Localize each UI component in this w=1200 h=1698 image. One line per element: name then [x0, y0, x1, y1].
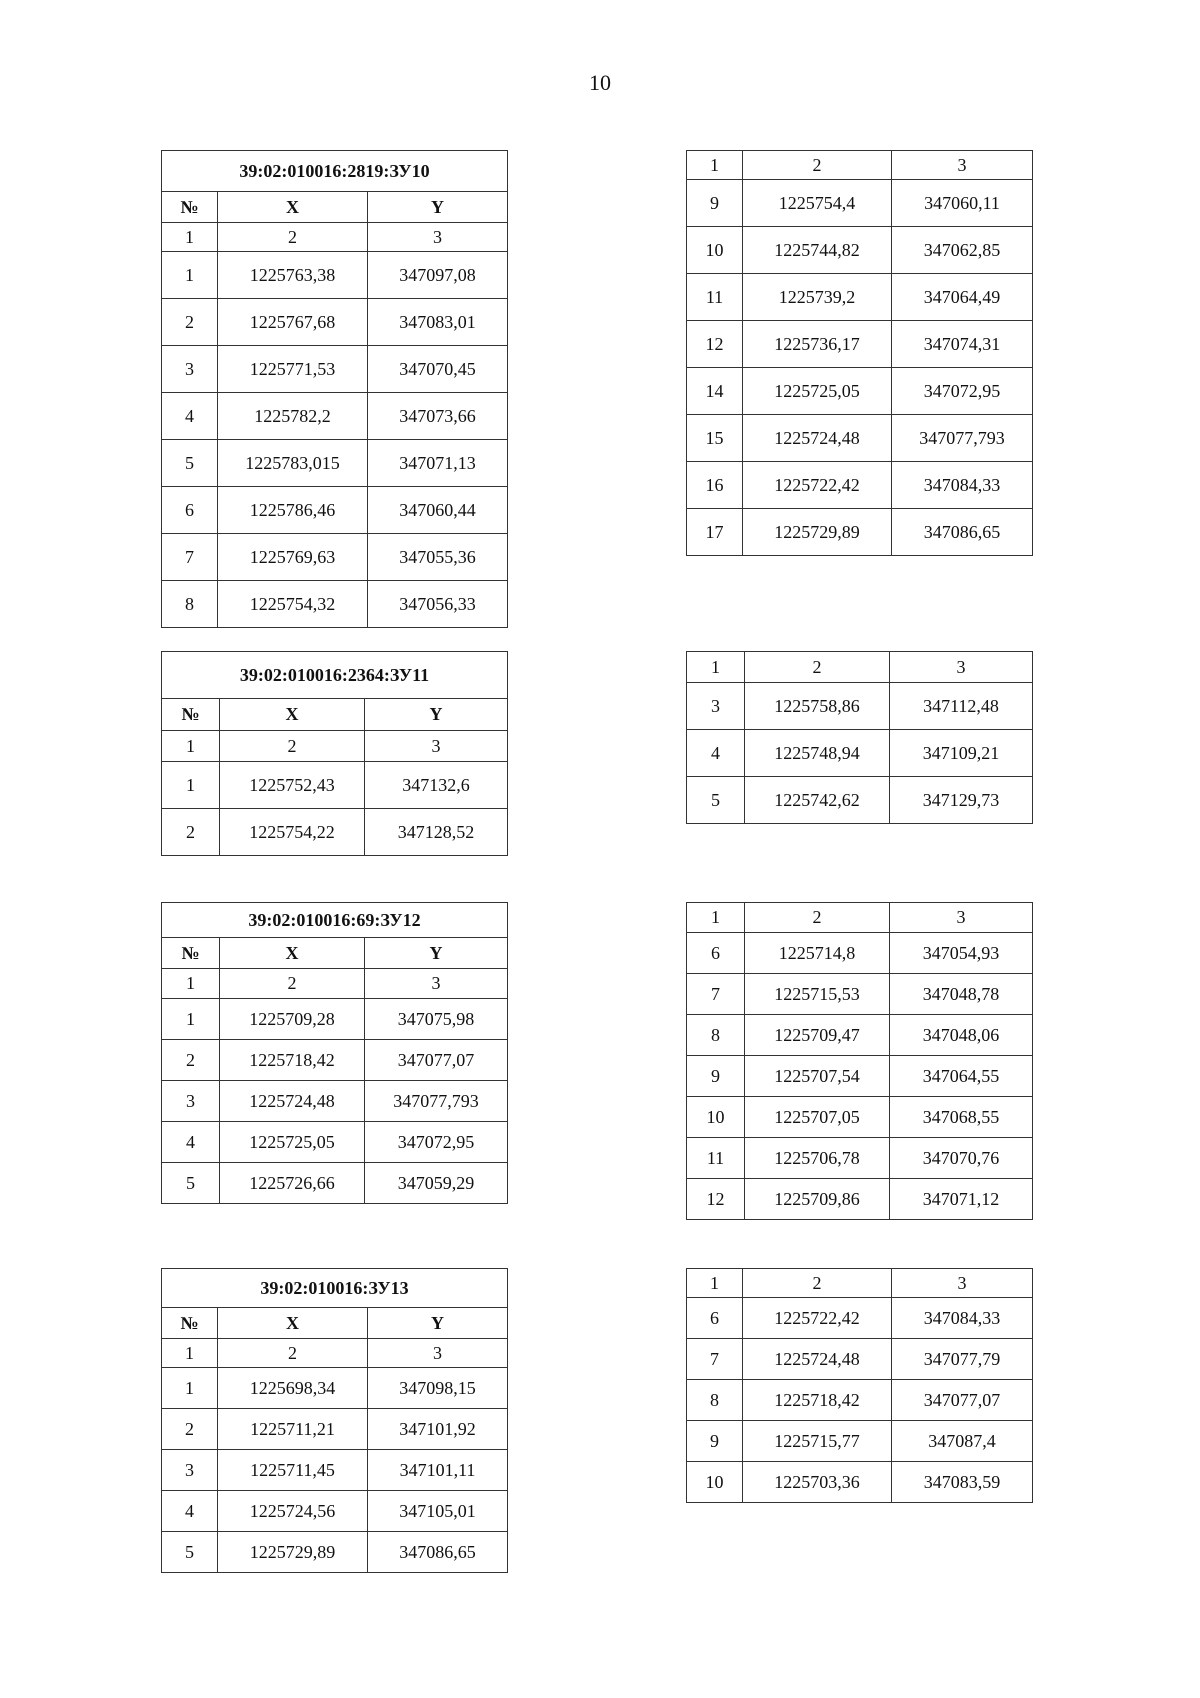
column-number-row [162, 969, 508, 999]
x-coordinate: 1225782,2 [218, 393, 368, 440]
y-coordinate: 347077,79 [892, 1339, 1033, 1380]
coordinate-table [161, 150, 508, 628]
y-coordinate: 347064,55 [890, 1056, 1033, 1097]
table-row [162, 999, 508, 1040]
column-number: 1 [162, 1339, 218, 1368]
table-row [162, 1450, 508, 1491]
x-coordinate: 1225718,42 [220, 1040, 365, 1081]
column-number: 3 [890, 903, 1033, 933]
table-row [687, 509, 1033, 556]
x-coordinate: 1225718,42 [743, 1380, 892, 1421]
x-coordinate: 1225724,56 [218, 1491, 368, 1532]
table-row [162, 1040, 508, 1081]
table-row [162, 252, 508, 299]
table-row [162, 487, 508, 534]
column-number: 3 [368, 223, 508, 252]
y-coordinate: 347059,29 [365, 1163, 508, 1204]
x-coordinate: 1225703,36 [743, 1462, 892, 1503]
y-coordinate: 347109,21 [890, 730, 1033, 777]
point-number: 8 [162, 581, 218, 628]
point-number: 4 [162, 393, 218, 440]
column-number-row [687, 1269, 1033, 1298]
coordinate-table [686, 1268, 1033, 1503]
x-coordinate: 1225736,17 [743, 321, 892, 368]
point-number: 6 [687, 1298, 743, 1339]
header-x: X [220, 699, 365, 731]
point-number: 2 [162, 1040, 220, 1081]
y-coordinate: 347068,55 [890, 1097, 1033, 1138]
header-y: Y [368, 192, 508, 223]
y-coordinate: 347101,92 [368, 1409, 508, 1450]
point-number: 8 [687, 1380, 743, 1421]
x-coordinate: 1225726,66 [220, 1163, 365, 1204]
column-number-row [162, 731, 508, 762]
y-coordinate: 347075,98 [365, 999, 508, 1040]
x-coordinate: 1225709,86 [745, 1179, 890, 1220]
y-coordinate: 347077,793 [892, 415, 1033, 462]
column-number: 2 [218, 1339, 368, 1368]
table-row [687, 974, 1033, 1015]
point-number: 16 [687, 462, 743, 509]
x-coordinate: 1225706,78 [745, 1138, 890, 1179]
column-number: 1 [687, 903, 745, 933]
x-coordinate: 1225752,43 [220, 762, 365, 809]
y-coordinate: 347060,11 [892, 180, 1033, 227]
table-row [687, 1138, 1033, 1179]
x-coordinate: 1225722,42 [743, 462, 892, 509]
x-coordinate: 1225767,68 [218, 299, 368, 346]
parcel-title: 39:02:010016:ЗУ13 [162, 1269, 508, 1308]
point-number: 1 [162, 1368, 218, 1409]
header-row [162, 699, 508, 731]
x-coordinate: 1225709,47 [745, 1015, 890, 1056]
x-coordinate: 1225714,8 [745, 933, 890, 974]
point-number: 4 [162, 1491, 218, 1532]
x-coordinate: 1225763,38 [218, 252, 368, 299]
y-coordinate: 347070,45 [368, 346, 508, 393]
table-row [687, 1015, 1033, 1056]
y-coordinate: 347086,65 [892, 509, 1033, 556]
table-row [162, 1368, 508, 1409]
header-x: X [220, 938, 365, 969]
point-number: 10 [687, 1097, 745, 1138]
y-coordinate: 347083,01 [368, 299, 508, 346]
table-row [162, 1409, 508, 1450]
y-coordinate: 347077,07 [892, 1380, 1033, 1421]
y-coordinate: 347087,4 [892, 1421, 1033, 1462]
x-coordinate: 1225724,48 [220, 1081, 365, 1122]
point-number: 6 [687, 933, 745, 974]
header-x: X [218, 1308, 368, 1339]
table-row [162, 809, 508, 856]
x-coordinate: 1225709,28 [220, 999, 365, 1040]
coordinate-table [686, 150, 1033, 556]
parcel-title: 39:02:010016:2819:ЗУ10 [162, 151, 508, 192]
title-row [162, 903, 508, 938]
table-row [687, 227, 1033, 274]
coordinate-table [686, 651, 1033, 824]
point-number: 8 [687, 1015, 745, 1056]
point-number: 9 [687, 1056, 745, 1097]
y-coordinate: 347128,52 [365, 809, 508, 856]
coordinate-table [686, 902, 1033, 1220]
y-coordinate: 347098,15 [368, 1368, 508, 1409]
header-x: X [218, 192, 368, 223]
x-coordinate: 1225742,62 [745, 777, 890, 824]
coordinate-table [161, 1268, 508, 1573]
point-number: 5 [162, 440, 218, 487]
table-row [162, 534, 508, 581]
column-number-row [687, 652, 1033, 683]
point-number: 7 [687, 974, 745, 1015]
table-row [687, 777, 1033, 824]
column-number: 2 [745, 652, 890, 683]
x-coordinate: 1225771,53 [218, 346, 368, 393]
table-row [687, 1462, 1033, 1503]
x-coordinate: 1225707,05 [745, 1097, 890, 1138]
point-number: 2 [162, 299, 218, 346]
y-coordinate: 347062,85 [892, 227, 1033, 274]
y-coordinate: 347072,95 [892, 368, 1033, 415]
table-row [162, 1491, 508, 1532]
column-number: 2 [220, 969, 365, 999]
table-row [687, 415, 1033, 462]
column-number: 3 [892, 151, 1033, 180]
header-y: Y [365, 699, 508, 731]
header-y: Y [368, 1308, 508, 1339]
y-coordinate: 347071,13 [368, 440, 508, 487]
point-number: 4 [162, 1122, 220, 1163]
x-coordinate: 1225722,42 [743, 1298, 892, 1339]
column-number: 2 [220, 731, 365, 762]
point-number: 3 [162, 346, 218, 393]
point-number: 10 [687, 1462, 743, 1503]
y-coordinate: 347084,33 [892, 462, 1033, 509]
y-coordinate: 347084,33 [892, 1298, 1033, 1339]
point-number: 3 [687, 683, 745, 730]
y-coordinate: 347055,36 [368, 534, 508, 581]
point-number: 1 [162, 252, 218, 299]
table-row [687, 180, 1033, 227]
header-y: Y [365, 938, 508, 969]
coordinate-table [161, 902, 508, 1204]
title-row [162, 652, 508, 699]
point-number: 1 [162, 762, 220, 809]
table-row [687, 1339, 1033, 1380]
x-coordinate: 1225724,48 [743, 415, 892, 462]
table-row [687, 1179, 1033, 1220]
table-row [687, 683, 1033, 730]
table-row [162, 440, 508, 487]
table-row [687, 1298, 1033, 1339]
table-row [687, 462, 1033, 509]
column-number-row [162, 223, 508, 252]
y-coordinate: 347077,793 [365, 1081, 508, 1122]
table-row [687, 321, 1033, 368]
point-number: 9 [687, 180, 743, 227]
y-coordinate: 347105,01 [368, 1491, 508, 1532]
y-coordinate: 347101,11 [368, 1450, 508, 1491]
y-coordinate: 347071,12 [890, 1179, 1033, 1220]
y-coordinate: 347086,65 [368, 1532, 508, 1573]
x-coordinate: 1225729,89 [218, 1532, 368, 1573]
y-coordinate: 347112,48 [890, 683, 1033, 730]
x-coordinate: 1225739,2 [743, 274, 892, 321]
point-number: 6 [162, 487, 218, 534]
column-number: 1 [687, 1269, 743, 1298]
table-row [687, 933, 1033, 974]
parcel-title: 39:02:010016:2364:ЗУ11 [162, 652, 508, 699]
table-row [162, 1081, 508, 1122]
header-number: № [162, 1308, 218, 1339]
y-coordinate: 347048,06 [890, 1015, 1033, 1056]
header-number: № [162, 938, 220, 969]
x-coordinate: 1225725,05 [743, 368, 892, 415]
x-coordinate: 1225786,46 [218, 487, 368, 534]
point-number: 9 [687, 1421, 743, 1462]
x-coordinate: 1225783,015 [218, 440, 368, 487]
x-coordinate: 1225715,77 [743, 1421, 892, 1462]
table-row [687, 1421, 1033, 1462]
header-number: № [162, 699, 220, 731]
point-number: 7 [162, 534, 218, 581]
table-row [162, 1163, 508, 1204]
column-number: 1 [162, 969, 220, 999]
column-number: 1 [162, 731, 220, 762]
point-number: 12 [687, 1179, 745, 1220]
title-row [162, 1269, 508, 1308]
y-coordinate: 347097,08 [368, 252, 508, 299]
y-coordinate: 347048,78 [890, 974, 1033, 1015]
title-row [162, 151, 508, 192]
header-row [162, 938, 508, 969]
y-coordinate: 347072,95 [365, 1122, 508, 1163]
column-number-row [687, 903, 1033, 933]
point-number: 2 [162, 809, 220, 856]
y-coordinate: 347129,73 [890, 777, 1033, 824]
point-number: 5 [162, 1163, 220, 1204]
x-coordinate: 1225754,22 [220, 809, 365, 856]
point-number: 17 [687, 509, 743, 556]
column-number: 2 [743, 151, 892, 180]
x-coordinate: 1225711,21 [218, 1409, 368, 1450]
point-number: 5 [162, 1532, 218, 1573]
point-number: 4 [687, 730, 745, 777]
column-number-row [687, 151, 1033, 180]
parcel-title: 39:02:010016:69:ЗУ12 [162, 903, 508, 938]
column-number: 1 [687, 652, 745, 683]
point-number: 2 [162, 1409, 218, 1450]
y-coordinate: 347064,49 [892, 274, 1033, 321]
column-number: 3 [365, 731, 508, 762]
x-coordinate: 1225744,82 [743, 227, 892, 274]
table-row [162, 1122, 508, 1163]
point-number: 3 [162, 1081, 220, 1122]
table-row [687, 1380, 1033, 1421]
y-coordinate: 347070,76 [890, 1138, 1033, 1179]
x-coordinate: 1225715,53 [745, 974, 890, 1015]
column-number: 3 [890, 652, 1033, 683]
x-coordinate: 1225754,4 [743, 180, 892, 227]
y-coordinate: 347077,07 [365, 1040, 508, 1081]
y-coordinate: 347060,44 [368, 487, 508, 534]
point-number: 11 [687, 274, 743, 321]
y-coordinate: 347074,31 [892, 321, 1033, 368]
column-number: 2 [745, 903, 890, 933]
y-coordinate: 347083,59 [892, 1462, 1033, 1503]
table-row [162, 299, 508, 346]
column-number: 2 [218, 223, 368, 252]
x-coordinate: 1225758,86 [745, 683, 890, 730]
y-coordinate: 347073,66 [368, 393, 508, 440]
table-row [687, 1056, 1033, 1097]
x-coordinate: 1225754,32 [218, 581, 368, 628]
point-number: 5 [687, 777, 745, 824]
x-coordinate: 1225724,48 [743, 1339, 892, 1380]
column-number: 3 [892, 1269, 1033, 1298]
x-coordinate: 1225725,05 [220, 1122, 365, 1163]
header-number: № [162, 192, 218, 223]
table-row [162, 1532, 508, 1573]
table-row [687, 1097, 1033, 1138]
table-row [162, 762, 508, 809]
table-row [687, 730, 1033, 777]
table-row [687, 274, 1033, 321]
table-row [162, 346, 508, 393]
x-coordinate: 1225748,94 [745, 730, 890, 777]
table-row [162, 581, 508, 628]
column-number: 1 [162, 223, 218, 252]
column-number: 1 [687, 151, 743, 180]
table-row [687, 368, 1033, 415]
y-coordinate: 347056,33 [368, 581, 508, 628]
point-number: 12 [687, 321, 743, 368]
column-number: 2 [743, 1269, 892, 1298]
y-coordinate: 347132,6 [365, 762, 508, 809]
point-number: 15 [687, 415, 743, 462]
x-coordinate: 1225711,45 [218, 1450, 368, 1491]
x-coordinate: 1225698,34 [218, 1368, 368, 1409]
x-coordinate: 1225769,63 [218, 534, 368, 581]
column-number-row [162, 1339, 508, 1368]
table-row [162, 393, 508, 440]
y-coordinate: 347054,93 [890, 933, 1033, 974]
point-number: 14 [687, 368, 743, 415]
header-row [162, 192, 508, 223]
point-number: 11 [687, 1138, 745, 1179]
coordinate-table [161, 651, 508, 856]
x-coordinate: 1225729,89 [743, 509, 892, 556]
column-number: 3 [368, 1339, 508, 1368]
x-coordinate: 1225707,54 [745, 1056, 890, 1097]
point-number: 3 [162, 1450, 218, 1491]
page-number: 10 [589, 70, 611, 95]
header-row [162, 1308, 508, 1339]
column-number: 3 [365, 969, 508, 999]
point-number: 1 [162, 999, 220, 1040]
point-number: 10 [687, 227, 743, 274]
point-number: 7 [687, 1339, 743, 1380]
